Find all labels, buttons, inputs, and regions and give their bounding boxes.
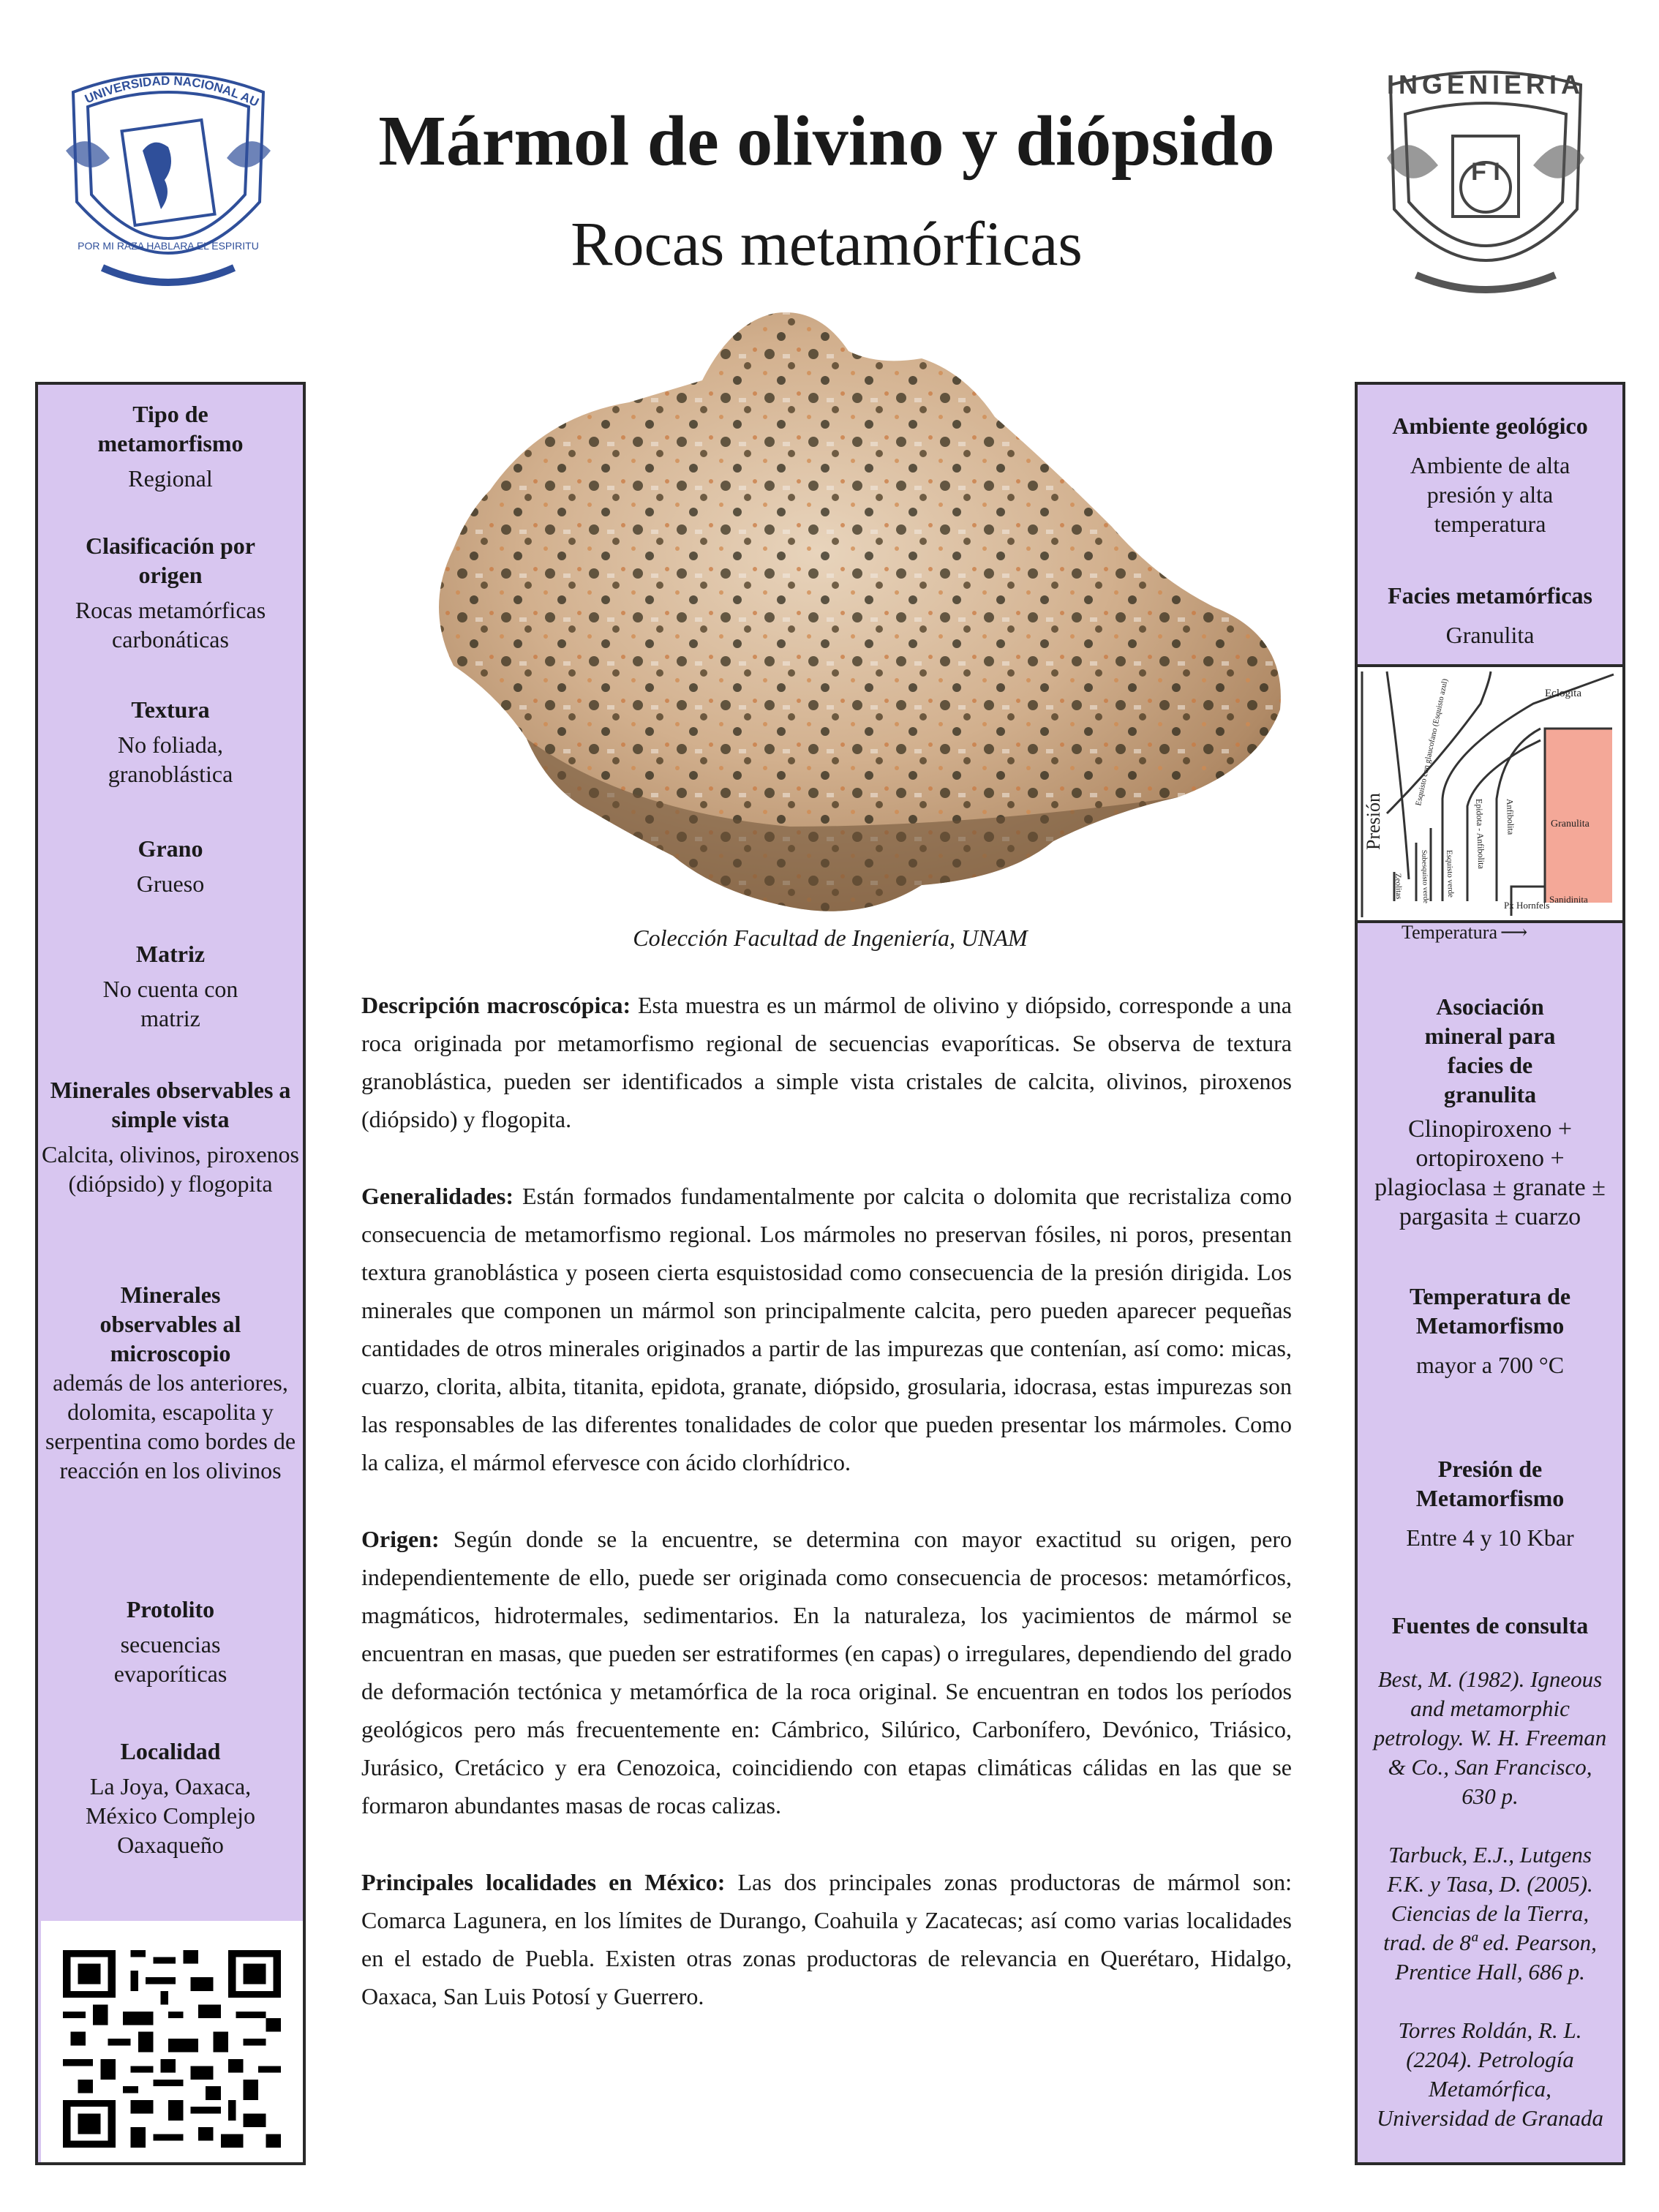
reference-item: Best, M. (1982). Igneous and metamorphic petrology. W. H. Freeman & Co., San Francisco, 630 p.: [1373, 1666, 1607, 1809]
svg-text:Eclogita: Eclogita: [1545, 688, 1581, 699]
info-minerales-simple-vista: Minerales observables a simple vista Calcita, olivinos, piroxenos (diópsido) y flogopita: [42, 1077, 299, 1197]
granulita-field: [1545, 729, 1612, 903]
svg-text:UNIVERSIDAD NACIONAL AUTONOMA: UNIVERSIDAD NACIONAL AU: [83, 73, 261, 110]
left-info-panel: [35, 382, 306, 2165]
description-body: [361, 986, 1292, 2054]
unam-shield-icon: [59, 63, 278, 312]
svg-text:Presión: Presión: [1363, 793, 1384, 850]
qr-code-icon[interactable]: [63, 1950, 281, 2148]
paragraph-descripcion: Descripción macroscópica: Esta muestra es un mármol de olivino y diópsido, corresponde a una roca originada por metamorfismo regional de secuencias evaporíticas. Se observa de textura granoblástica, pueden ser identificados a simple vista cristales de calcita, olivinos, piroxenos (diópsido) y flogopita.: [361, 992, 1293, 1132]
ingenieria-shield-icon: [1372, 63, 1599, 316]
info-ambiente: Ambiente geológico Ambiente de alta presión y alta temperatura: [1392, 413, 1588, 537]
paragraph-origen: Origen: Según donde se la encuentre, se determina con mayor exactitud su origen, pero independientemente de ello, puede ser originada como consecuencia de procesos: metamórficos, magmáticos, hidrotermales, sedimentarios. En la naturaleza, los yacimientos de mármol se encuentran en masas, que pueden ser estratiformes (en capas) o irregulares, dependiendo del grado de deformación tectónica y metamórfica de la roca original. Se encuentran en todos los períodos geológicos pero más frecuentemente en: Cámbrico, Silúrico, Carbonífero, Devónico, Triásico, Jurásico, Cretácico y era Cenozoica, coincidiendo con etapas climáticas cálidas en las que se formaron abundantes masas de rocas calizas.: [361, 1526, 1292, 1818]
qr-code-box[interactable]: [41, 1921, 303, 2162]
svg-text:Granulita: Granulita: [1551, 819, 1590, 830]
svg-text:Esquisto con glaucofano (Esqui: Esquisto con glaucofano (Esquisto azul): [1414, 677, 1450, 807]
info-grano: Grano Grueso: [136, 835, 205, 897]
reference-item: Tarbuck, E.J., Lutgens F.K. y Tasa, D. (2005). Ciencias de la Tierra, trad. de 8ª ed. Pearson, Prentice Hall, 686 p.: [1383, 1842, 1597, 1985]
reference-item: Torres Roldán, R. L. (2204). Petrología Metamórfica, Universidad de Granada: [1377, 2017, 1603, 2131]
page-subtitle: Rocas metamórficas: [571, 208, 1083, 279]
info-facies: Facies metamórficas Granulita: [1388, 582, 1592, 648]
diagram-x-axis-label: Temperatura ⟶: [1402, 922, 1528, 943]
info-presion: Presión de Metamorfismo Entre 4 y 10 Kbar: [1406, 1456, 1574, 1551]
info-clasificacion: Clasificación por origen Rocas metamórficas carbonáticas: [75, 533, 266, 652]
info-protolito: Protolito secuencias evaporíticas: [113, 1596, 227, 1687]
right-info-panel: [1355, 382, 1625, 2165]
info-fuentes: Fuentes de consulta Best, M. (1982). Igneous and metamorphic petrology. W. H. Freeman & Co., San Francisco, 630 p. Tarbuck, E.J., Lutgens F.K. y Tasa, D. (2005). Ciencias de la Tierra, trad. de 8ª ed. Pearson, Prentice Hall, 686 p. Torres Roldán, R. L. (2204). Petrología Metamórfica, Universidad de Granada: [1358, 1611, 1622, 2133]
svg-text:Esquisto verde: Esquisto verde: [1445, 849, 1456, 898]
svg-text:Zeolitas: Zeolitas: [1393, 873, 1404, 900]
paragraph-localidades: Principales localidades en México: Las dos principales zonas productoras de mármol son: Comarca Lagunera, en los límites de Durango, Coahuila y Zacatecas; así como varias localidades en el estado de Puebla. Existen otras zonas productoras de relevancia en Querétaro, Hidalgo, Oaxaca, San Luis Potosí y Guerrero.: [361, 1869, 1293, 2009]
svg-text:Sanidinita: Sanidinita: [1549, 894, 1588, 905]
svg-text:Anfibolita: Anfibolita: [1505, 798, 1516, 835]
svg-text:INGENIERIA: INGENIERIA: [1386, 69, 1585, 99]
info-temperatura: Temperatura de Metamorfismo mayor a 700 °C: [1409, 1283, 1571, 1378]
svg-text:POR MI RAZA HABLARA EL ESPIRIT: POR MI RAZA HABLARA EL ESPIRITU: [78, 240, 259, 252]
info-asociacion-mineral: Asociación mineral para facies de granulita Clinopiroxeno + ortopiroxeno + plagioclasa ± granate ± pargasita ± cuarzo: [1374, 993, 1606, 1230]
facies-diagram: [1358, 664, 1622, 923]
paragraph-generalidades: Generalidades: Están formados fundamentalmente por calcita o dolomita que recristaliza como consecuencia de metamorfismo regional. Los mármoles no preservan fósiles, ni poros, presentan textura granoblástica y poseen cierta esquistosidad como consecuencia de la presión dirigida. Los minerales que componen un mármol son principalmente calcita, pero pueden aparecer pequeñas cantidades de otros minerales originados a partir de las impurezas que contenían, así como: micas, cuarzo, clorita, albita, titanita, epidota, granate, diópsido, grosularia, idocrasa, estas impurezas son las responsables de las diferentes tonalidades de color que pueden presentar los mármoles. Como la caliza, el mármol efervesce con ácido clorhídrico.: [361, 1183, 1292, 1475]
info-tipo-metamorfismo: Tipo de metamorfismo Regional: [97, 401, 244, 492]
info-matriz: Matriz No cuenta con matriz: [102, 941, 238, 1031]
svg-text:F I: F I: [1471, 158, 1500, 186]
svg-text:Px Hornfels: Px Hornfels: [1504, 900, 1550, 911]
rock-sample-photo: [410, 300, 1309, 936]
info-localidad: Localidad La Joya, Oaxaca, México Complejo Oaxaqueño: [86, 1738, 255, 1858]
page-title: Mármol de olivino y diópsido: [378, 102, 1275, 181]
info-minerales-microscopio: Minerales observables al microscopio además de los anteriores, dolomita, escapolita y serpentina como bordes de reacción en los olivinos: [45, 1282, 296, 1483]
svg-text:Subesquisto verde: Subesquisto verde: [1420, 849, 1430, 904]
info-textura: Textura No foliada, granoblástica: [108, 696, 233, 787]
photo-caption: Colección Facultad de Ingeniería, UNAM: [633, 925, 1028, 951]
svg-text:Epidota - Anfibolita: Epidota - Anfibolita: [1474, 798, 1487, 870]
arrow-right-icon: ⟶: [1500, 922, 1528, 943]
